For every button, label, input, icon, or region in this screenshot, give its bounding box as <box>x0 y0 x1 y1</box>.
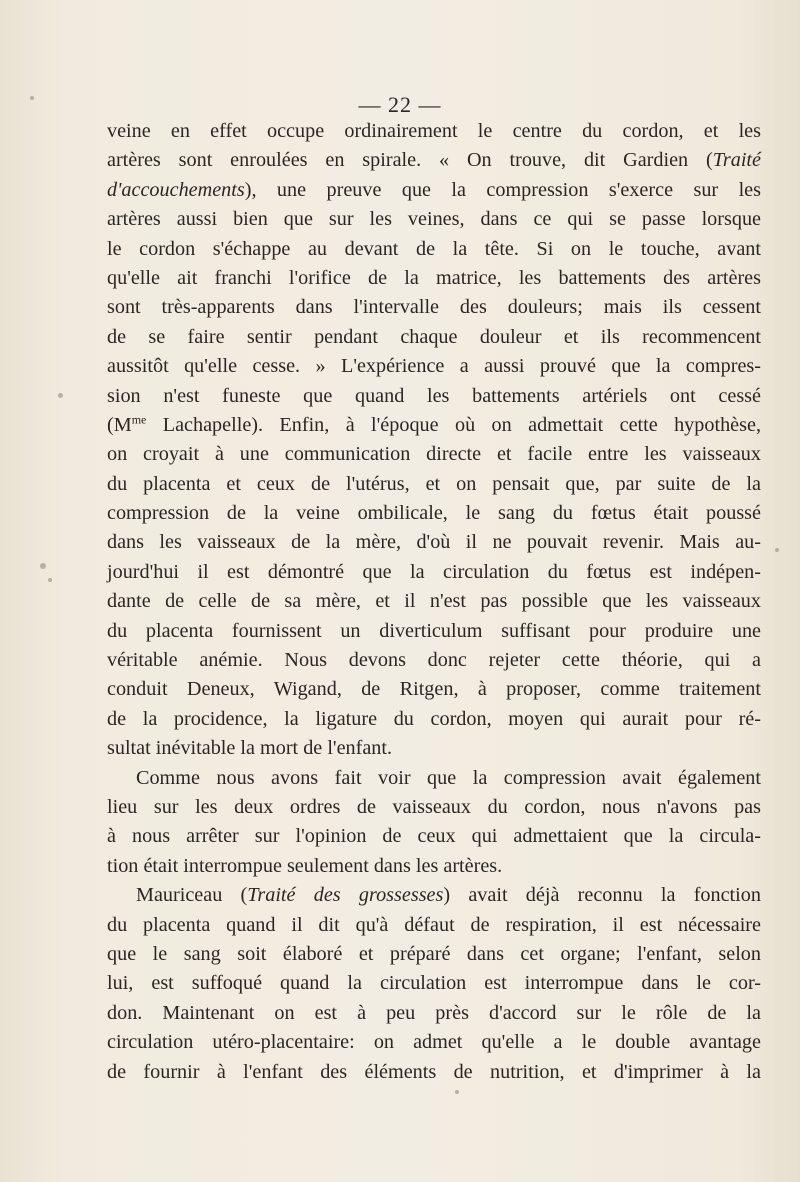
paper-speck <box>30 96 34 100</box>
paper-speck <box>455 1090 459 1094</box>
book-title: Traité des grossesses <box>247 884 444 907</box>
text-line: tion était interrompue seulement dans les artères. <box>107 854 503 877</box>
book-title: Traité <box>712 149 761 172</box>
text-line: artères aussi bien que sur les veines, dans ce qui se passe lorsque <box>107 208 761 231</box>
text-line: aussitôt qu'elle cesse. » L'expérience a aussi prouvé que la compres- <box>107 355 761 378</box>
text-line: Mauriceau (Traité des grossesses) avait déjà reconnu la fonction <box>136 884 761 907</box>
text-line: du placenta et ceux de l'utérus, et on pensait que, par suite de la <box>107 472 761 495</box>
text-line: veine en effet occupe ordinairement le centre du cordon, et les <box>107 120 761 142</box>
paper-speck <box>775 548 779 552</box>
text-line: d'accouchements), une preuve que la compression s'exerce sur les <box>107 178 761 201</box>
text-line: de fournir à l'enfant des éléments de nutrition, et d'imprimer à la <box>107 1060 761 1083</box>
text-line: Comme nous avons fait voir que la compression avait également <box>136 766 761 789</box>
text-line: véritable anémie. Nous devons donc rejeter cette théorie, qui a <box>107 649 761 672</box>
text-line: compression de la veine ombilicale, le sang du fœtus était poussé <box>107 502 761 525</box>
text-line: le cordon s'échappe au devant de la tête. Si on le touche, avant <box>107 237 761 260</box>
book-title: d'accouchements <box>107 178 245 201</box>
page-number: — 22 — <box>358 92 442 117</box>
paper-speck <box>58 393 63 398</box>
text-line: don. Maintenant on est à peu près d'accord sur le rôle de la <box>107 1001 761 1024</box>
text-line: on croyait à une communication directe et facile entre les vaisseaux <box>107 443 761 466</box>
text-line: sion n'est funeste que quand les battements artériels ont cessé <box>107 384 761 407</box>
text-line: jourd'hui il est démontré que la circulation du fœtus est indépen- <box>107 560 761 583</box>
text-line: circulation utéro-placentaire: on admet qu'elle a le double avantage <box>107 1031 761 1054</box>
text-line: de se faire sentir pendant chaque douleur et ils recommencent <box>107 325 761 348</box>
text-line: sont très-apparents dans l'intervalle des douleurs; mais ils cessent <box>107 296 761 319</box>
text-line: de la procidence, la ligature du cordon, moyen qui aurait pour ré- <box>107 707 761 730</box>
text-line: conduit Deneux, Wigand, de Ritgen, à proposer, comme traitement <box>107 678 761 701</box>
text-line: lui, est suffoqué quand la circulation est interrompue dans le cor- <box>107 972 761 995</box>
text-line: artères sont enroulées en spirale. « On trouve, dit Gardien (Traité <box>107 149 761 172</box>
text-line: qu'elle ait franchi l'orifice de la matrice, les battements des artères <box>107 266 761 289</box>
superscript: me <box>131 412 147 427</box>
text-line: du placenta fournissent un diverticulum suffisant pour produire une <box>107 619 761 642</box>
paper-speck <box>40 563 46 569</box>
paper-speck <box>48 578 52 582</box>
text-line: du placenta quand il dit qu'à défaut de respiration, il est nécessaire <box>107 913 761 936</box>
text-line: dante de celle de sa mère, et il n'est pas possible que les vaisseaux <box>107 590 761 613</box>
body-text <box>107 117 761 1087</box>
text-line: sultat inévitable la mort de l'enfant. <box>107 737 393 760</box>
text-line: dans les vaisseaux de la mère, d'où il ne pouvait revenir. Mais au- <box>107 531 761 554</box>
text-line: ($M^{me}$ Lachapelle). Enfin, à l'époque où on admettait cette hypothèse, <box>107 412 761 436</box>
text-line: à nous arrêter sur l'opinion de ceux qui admettaient que la circula- <box>107 825 761 848</box>
text-line: lieu sur les deux ordres de vaisseaux du cordon, nous n'avons pas <box>107 795 761 818</box>
text-line: que le sang soit élaboré et préparé dans cet organe; l'enfant, selon <box>107 942 761 965</box>
